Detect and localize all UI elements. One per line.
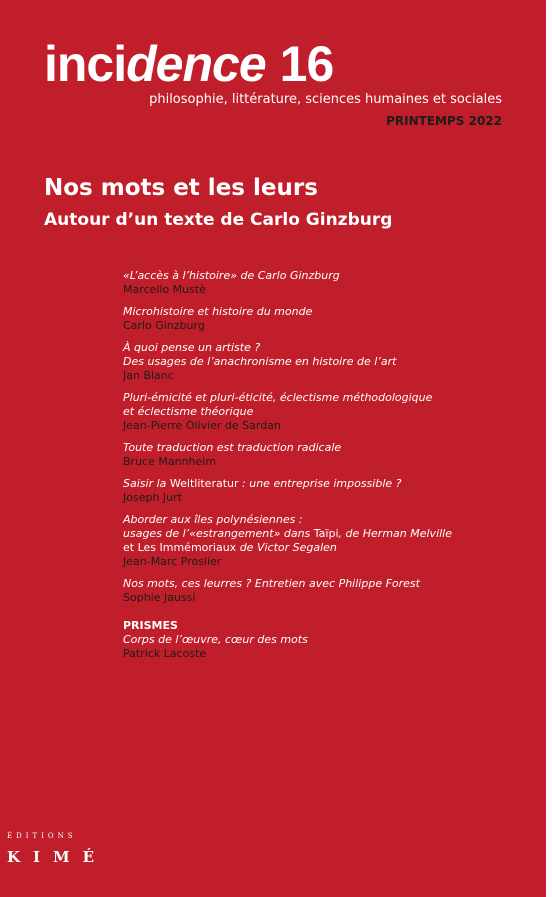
toc-entry <box>123 305 533 333</box>
toc-entry-title <box>123 477 533 491</box>
journal-masthead <box>44 34 333 94</box>
toc-entry <box>123 577 533 605</box>
toc-entry-title-line2: Des usages de l’anachronisme en histoire de l’art <box>123 355 397 368</box>
title-part: , de Herman Melville <box>338 527 453 540</box>
toc-entry-author: Jean-Pierre Olivier de Sardan <box>123 419 281 432</box>
issue-number: 16 <box>279 36 334 92</box>
table-of-contents <box>123 269 533 669</box>
toc-entry-title: Microhistoire et histoire du monde <box>123 305 313 318</box>
toc-entry-author: Joseph Jurt <box>123 491 182 504</box>
toc-entry-title-line3 <box>123 541 533 555</box>
title-part: usages de l’«estrangement» dans <box>123 527 314 540</box>
prismes-heading: PRISMES <box>123 619 178 632</box>
toc-entry <box>123 269 533 297</box>
toc-entry-title: Pluri-émicité et pluri-éticité, éclectisme méthodologique <box>123 391 433 404</box>
title-work-name: Les Immémoriaux <box>137 541 237 554</box>
issue-subtitle: Autour d’un texte de Carlo Ginzburg <box>44 210 393 230</box>
toc-entry-title: Nos mots, ces leurres ? Entretien avec Philippe Forest <box>123 577 420 590</box>
title-part: de Victor Segalen <box>236 541 337 554</box>
toc-entry <box>123 341 533 383</box>
masthead-part2: dence <box>126 36 266 92</box>
toc-entry-title: Corps de l’œuvre, cœur des mots <box>123 633 308 646</box>
toc-entry <box>123 441 533 469</box>
toc-entry-author: Jean-Marc Proslier <box>123 555 222 568</box>
toc-entry <box>123 513 533 569</box>
toc-entry-title-line2: et éclectisme théorique <box>123 405 254 418</box>
issue-season: PRINTEMPS 2022 <box>386 114 502 128</box>
publisher-editions: ÉDITIONS <box>7 832 77 840</box>
masthead-part1: inci <box>44 36 127 92</box>
toc-entry <box>123 477 533 505</box>
toc-entry-author: Marcello Mustè <box>123 283 206 296</box>
publisher-name: KIMÉ <box>7 848 108 866</box>
publisher-logo <box>7 831 107 868</box>
title-part: Saisir la <box>123 477 170 490</box>
toc-entry-author: Sophie Jaussi <box>123 591 196 604</box>
toc-entry <box>123 391 533 433</box>
toc-entry-author: Jan Blanc <box>123 369 174 382</box>
journal-tagline: philosophie, littérature, sciences humaines et sociales <box>149 92 502 107</box>
title-work-name: Weltliteratur <box>169 477 239 490</box>
toc-entry-title: «L’accès à l’histoire» de Carlo Ginzburg <box>123 269 340 282</box>
toc-entry-author: Carlo Ginzburg <box>123 319 205 332</box>
toc-entry-title: Aborder aux îles polynésiennes : <box>123 513 303 526</box>
title-part: : une entreprise impossible ? <box>238 477 402 490</box>
toc-entry-title-line2 <box>123 527 533 541</box>
issue-title: Nos mots et les leurs <box>44 175 318 201</box>
title-part: et <box>123 541 138 554</box>
prismes-section <box>123 619 533 661</box>
toc-entry-title: À quoi pense un artiste ? <box>123 341 261 354</box>
toc-entry-author: Patrick Lacoste <box>123 647 207 660</box>
toc-entry-author: Bruce Mannheim <box>123 455 217 468</box>
toc-entry-title: Toute traduction est traduction radicale <box>123 441 342 454</box>
title-work-name: Taïpi <box>313 527 339 540</box>
